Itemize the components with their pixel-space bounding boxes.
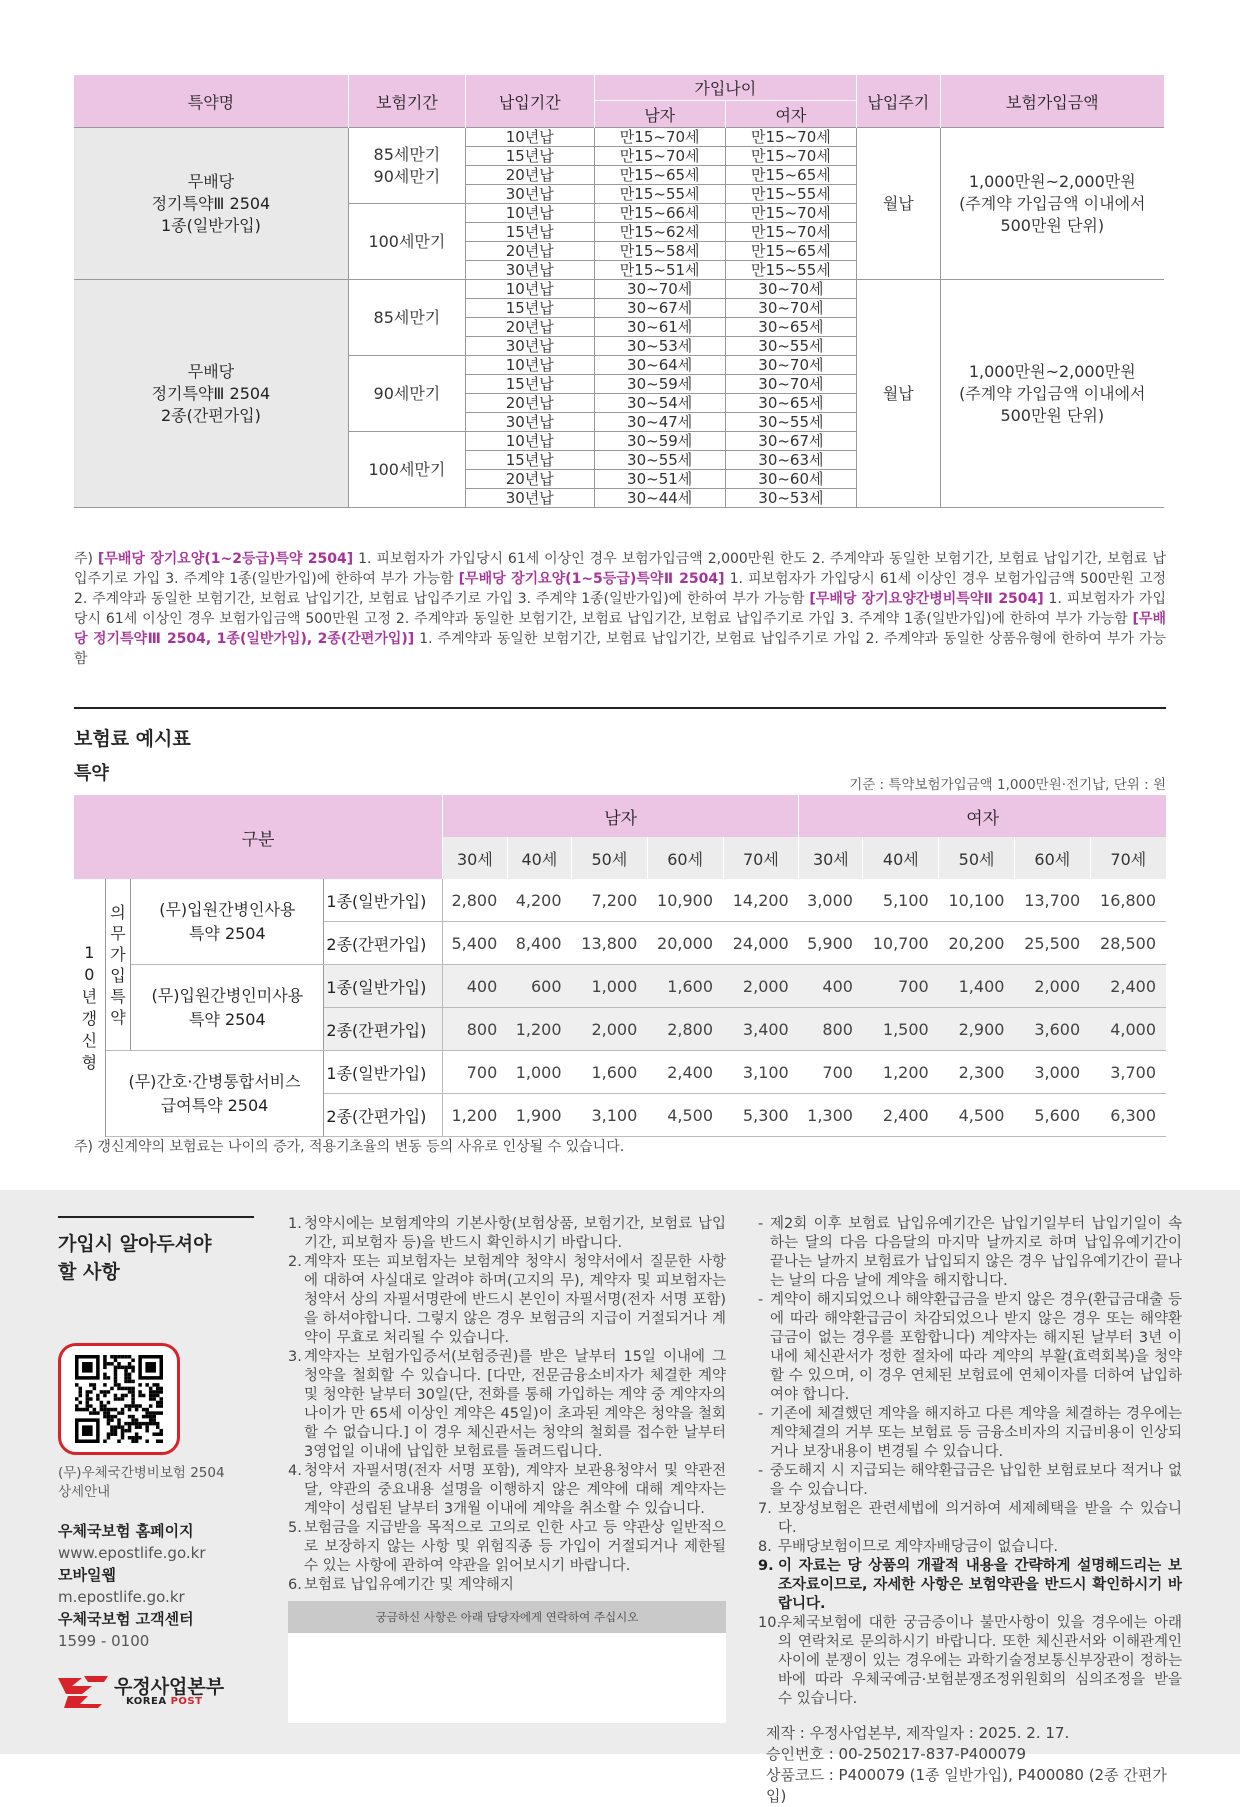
premium-value: 2,400 (647, 1051, 723, 1094)
premium-value: 24,000 (723, 922, 799, 965)
pay-period: 15년납 (465, 375, 594, 394)
mobile-link[interactable]: m.epostlife.go.kr (58, 1588, 185, 1606)
female-age-range: 30~53세 (725, 489, 856, 508)
female-age-range: 30~67세 (725, 432, 856, 451)
pay-period: 30년납 (465, 489, 594, 508)
special-text: 특약 (110, 986, 126, 1027)
notice-number: 6. (288, 1577, 302, 1593)
premium-value: 1,200 (863, 1051, 939, 1094)
notice-number: 1. (288, 1216, 302, 1232)
product-name (105, 1051, 324, 1137)
female-age-range: 30~70세 (725, 375, 856, 394)
header-cycle: 납입주기 (857, 75, 941, 128)
rider-name-line: 2종(간편가입) (160, 405, 261, 425)
premium-value: 1,600 (572, 1051, 648, 1094)
mobile-label: 모바일웹 (58, 1566, 116, 1584)
pay-period: 10년납 (465, 128, 594, 147)
header-female: 여자 (799, 795, 1166, 837)
product-name-line: 급여특약 2504 (160, 1095, 269, 1115)
rider-eligibility-table (74, 75, 1164, 508)
premium-value: 4,500 (939, 1094, 1015, 1137)
premium-value: 2,900 (939, 1008, 1015, 1051)
header-male: 남자 (594, 101, 725, 128)
premium-value: 800 (443, 1008, 508, 1051)
notice-number: 9. (758, 1558, 774, 1574)
notice-item (758, 1538, 1182, 1557)
male-age-range: 만15~66세 (594, 204, 725, 223)
notice-list (288, 1215, 726, 1595)
premium-value: 5,100 (863, 879, 939, 922)
notice-text: 중도해지 시 지급되는 해약환급금은 납입한 보험료보다 적거나 없을 수 있습니다. (770, 1463, 1182, 1498)
male-age-range: 만15~55세 (594, 185, 725, 204)
rider-name-line: 정기특약Ⅲ 2504 (151, 383, 271, 403)
premium-value: 20,200 (939, 922, 1015, 965)
notice-item (288, 1215, 726, 1253)
male-age-range: 만15~65세 (594, 166, 725, 185)
customer-center-label: 우체국보험 고객센터 (58, 1610, 194, 1628)
header-period: 보험기간 (348, 75, 465, 128)
premium-value: 2,300 (939, 1051, 1015, 1094)
premium-value: 10,700 (863, 922, 939, 965)
pay-cycle: 월납 (857, 280, 941, 508)
plan-type: 1종(일반가입) (324, 1051, 443, 1094)
age-header: 30세 (443, 837, 508, 879)
notice-item (288, 1348, 726, 1462)
pay-period: 10년납 (465, 280, 594, 299)
notice-number: 7. (758, 1501, 772, 1517)
premium-value: 3,400 (723, 1008, 799, 1051)
pay-period: 30년납 (465, 413, 594, 432)
pay-period: 20년납 (465, 242, 594, 261)
coverage-amount-line: 500만원 단위) (1000, 405, 1105, 425)
notice-text: 보험금을 지급받을 목적으로 고의로 인한 사고 등 약관상 일반적으로 보장하지 않는 사항 및 위험직종 등 가입이 거절되거나 제한될 수 있는 사항에 관하여 약관을 읽어보시기 바랍니다. (304, 1520, 726, 1574)
logo-english-a: KOREA (126, 1696, 171, 1707)
premium-value: 2,000 (1014, 965, 1090, 1008)
coverage-amount-line: 1,000만원~2,000만원 (968, 361, 1136, 381)
product-name-line: (무)입원간병인사용 (159, 899, 296, 919)
customer-center-phone: 1599 - 0100 (58, 1632, 150, 1650)
premium-value: 1,600 (647, 965, 723, 1008)
male-age-range: 30~47세 (594, 413, 725, 432)
premium-value: 800 (799, 1008, 863, 1051)
header-rider-name: 특약명 (74, 75, 348, 128)
male-age-range: 30~59세 (594, 432, 725, 451)
dash-bullet: - (758, 1406, 764, 1422)
premium-value: 700 (799, 1051, 863, 1094)
premium-value: 4,200 (507, 879, 571, 922)
male-age-range: 30~64세 (594, 356, 725, 375)
female-age-range: 30~63세 (725, 451, 856, 470)
qr-code-frame[interactable] (58, 1343, 180, 1455)
insurance-period-line: 90세만기 (373, 166, 441, 186)
age-header: 60세 (647, 837, 723, 879)
premium-value: 10,100 (939, 879, 1015, 922)
premium-value: 2,400 (863, 1094, 939, 1137)
footnote-highlight: [무배당 장기요양(1~5등급)특약Ⅱ 2504] (458, 571, 725, 587)
insurance-period (348, 128, 465, 204)
notice-dash-item (758, 1405, 1182, 1462)
insurance-period-line: 100세만기 (368, 231, 446, 251)
qr-caption (58, 1464, 225, 1502)
notice-number: 5. (288, 1520, 302, 1536)
coverage-amount-line: 500만원 단위) (1000, 215, 1105, 235)
product-name-line: 특약 2504 (188, 923, 266, 943)
contact-list (58, 1520, 206, 1652)
insurance-period (348, 204, 465, 280)
male-age-range: 만15~51세 (594, 261, 725, 280)
female-age-range: 만15~65세 (725, 166, 856, 185)
premium-value: 25,500 (1014, 922, 1090, 965)
male-age-range: 만15~58세 (594, 242, 725, 261)
qr-caption-line: (무)우체국간병비보험 2504 (58, 1465, 225, 1481)
approval-number: 승인번호 : 00-250217-837-P400079 (766, 1745, 1027, 1763)
product-name-line: 특약 2504 (188, 1009, 266, 1029)
product-name (131, 879, 324, 965)
premium-value: 20,000 (647, 922, 723, 965)
premium-value: 3,600 (1014, 1008, 1090, 1051)
female-age-range: 만15~65세 (725, 242, 856, 261)
notice-item (758, 1557, 1182, 1614)
male-age-range: 만15~70세 (594, 128, 725, 147)
premium-value: 3,000 (799, 879, 863, 922)
footer-rule (58, 1216, 254, 1218)
rider-name-line: 무배당 (187, 361, 235, 381)
contact-box-header: 궁금하신 사항은 아래 담당자에게 연락하여 주십시오 (288, 1601, 726, 1633)
logo-english (126, 1696, 202, 1707)
premium-value: 1,400 (939, 965, 1015, 1008)
female-age-range: 만15~70세 (725, 223, 856, 242)
homepage-link[interactable]: www.epostlife.go.kr (58, 1544, 206, 1562)
mandatory-text: 의무가입 (110, 902, 126, 985)
footnote-text: 1. 피보험자가 가입당시 61세 이상인 경우 보험가입금액 500만원 고정 2. 주계약과 동일한 보험기간, 보험료 납입기간, 보험료 납입주기로 가입 3. 주계약 1종(일반가입)에 한하여 부가 가능함 (74, 591, 1166, 627)
insurance-period (348, 432, 465, 508)
premium-value: 2,800 (647, 1008, 723, 1051)
coverage-amount-line: 1,000만원~2,000만원 (968, 171, 1136, 191)
notice-dash-list (758, 1215, 1182, 1500)
rider-name-line: 정기특약Ⅲ 2504 (151, 193, 271, 213)
plan-type: 1종(일반가입) (324, 965, 443, 1008)
premium-table (74, 795, 1166, 1137)
female-age-range: 만15~70세 (725, 128, 856, 147)
notice-column-right (758, 1215, 1182, 1807)
premium-value: 3,000 (1014, 1051, 1090, 1094)
notice-text: 이 자료는 당 상품의 개괄적 내용을 간략하게 설명해드리는 보조자료이므로, 자세한 사항은 보험약관을 반드시 확인하시기 바랍니다. (778, 1558, 1182, 1612)
notice-item (288, 1519, 726, 1576)
premium-value: 1,000 (572, 965, 648, 1008)
footnote-highlight: [무배당 장기요양간병비특약Ⅱ 2504] (809, 591, 1044, 607)
production-info (766, 1723, 1182, 1807)
homepage-label: 우체국보험 홈페이지 (58, 1522, 194, 1540)
notice-text: 계약자는 보험가입증서(보험증권)를 받은 날부터 15일 이내에 그 청약을 철회할 수 있습니다. [다만, 전문금융소비자가 체결한 계약 및 청약한 날부터 30일(단, 전화를 통해 가입하는 계약 중 계약자의 나이가 만 65세 이상인 계약은 45일)이 초과된 계약은 청약을 철회할 수 없습니다.] 이 경우 체신관서는 청약의 철회를 접수한 날부터 3영업일 이내에 납입한 보험료를 돌려드립니다. (304, 1349, 726, 1460)
female-age-range: 30~70세 (725, 299, 856, 318)
pay-period: 20년납 (465, 166, 594, 185)
notice-number: 10. (758, 1615, 782, 1631)
notice-heading-line: 가입시 알아두셔야 (58, 1233, 212, 1255)
rider-footnote (74, 549, 1166, 669)
male-age-range: 30~61세 (594, 318, 725, 337)
pay-period: 20년납 (465, 470, 594, 489)
renewal-type-text: 10년갱신형 (81, 942, 98, 1072)
premium-value: 1,200 (443, 1094, 508, 1137)
female-age-range: 만15~55세 (725, 185, 856, 204)
plan-type: 1종(일반가입) (324, 879, 443, 922)
plan-type: 2종(간편가입) (324, 922, 443, 965)
coverage-amount-line: (주계약 가입금액 이내에서 (959, 193, 1146, 213)
premium-row (74, 1051, 1166, 1094)
premium-value: 3,100 (723, 1051, 799, 1094)
male-age-range: 만15~62세 (594, 223, 725, 242)
premium-value: 1,500 (863, 1008, 939, 1051)
premium-value: 1,300 (799, 1094, 863, 1137)
premium-value: 1,000 (507, 1051, 571, 1094)
pay-period: 10년납 (465, 356, 594, 375)
pay-period: 30년납 (465, 337, 594, 356)
premium-value: 5,400 (443, 922, 508, 965)
mandatory-label (105, 879, 131, 1051)
premium-value: 2,400 (1090, 965, 1166, 1008)
qr-code-icon (75, 1355, 163, 1443)
section-divider (74, 707, 1166, 709)
dash-bullet: - (758, 1292, 764, 1308)
pay-period: 20년납 (465, 394, 594, 413)
premium-title: 보험료 예시표 (74, 728, 191, 750)
notice-text: 청약서 자필서명(전자 서명 포함), 계약자 보관용청약서 및 약관전달, 약관의 중요내용 설명을 이행하지 않은 계약에 대해 계약자는 계약이 성립된 날부터 3개월 이내에 계약을 취소할 수 있습니다. (304, 1463, 726, 1517)
age-header: 50세 (572, 837, 648, 879)
premium-value: 6,300 (1090, 1094, 1166, 1137)
premium-value: 16,800 (1090, 879, 1166, 922)
male-age-range: 30~67세 (594, 299, 725, 318)
premium-footnote: 주) 갱신계약의 보험료는 나이의 증가, 적용기초율의 변동 등의 사유로 인상될 수 있습니다. (74, 1139, 625, 1155)
female-age-range: 30~70세 (725, 280, 856, 299)
notice-dash-item (758, 1215, 1182, 1291)
rider-row (74, 128, 1164, 147)
insurance-period-line: 85세만기 (373, 307, 441, 327)
insurance-period-line: 90세만기 (373, 383, 441, 403)
male-age-range: 30~53세 (594, 337, 725, 356)
premium-value: 2,000 (723, 965, 799, 1008)
male-age-range: 30~55세 (594, 451, 725, 470)
korea-post-emblem-icon (58, 1674, 110, 1708)
premium-value: 10,900 (647, 879, 723, 922)
notice-dash-item (758, 1462, 1182, 1500)
premium-value: 1,200 (507, 1008, 571, 1051)
product-code: 상품코드 : P400079 (1종 일반가입), P400080 (2종 간편가입) (766, 1766, 1167, 1805)
plan-type: 2종(간편가입) (324, 1008, 443, 1051)
header-amount: 보험가입금액 (940, 75, 1164, 128)
dash-bullet: - (758, 1463, 764, 1479)
header-age: 가입나이 (594, 75, 856, 101)
notice-text: 보험료 납입유예기간 및 계약해지 (304, 1577, 514, 1593)
premium-value: 700 (863, 965, 939, 1008)
pay-period: 15년납 (465, 223, 594, 242)
pay-period: 30년납 (465, 185, 594, 204)
logo-english-b: POST (170, 1696, 203, 1707)
footnote-text: 1. 피보험자가 가입당시 61세 이상인 경우 보험가입금액 500만원 고정 2. 주계약과 동일한 보험기간, 보험료 납입기간, 보험료 납입주기로 가입 3. 주계약 1종(일반가입)에 한하여 부가 가능함 (74, 571, 1166, 607)
age-header: 70세 (1090, 837, 1166, 879)
premium-value: 7,200 (572, 879, 648, 922)
insurance-period-line: 85세만기 (373, 144, 441, 164)
notice-item (288, 1462, 726, 1519)
female-age-range: 30~55세 (725, 413, 856, 432)
premium-value: 2,800 (443, 879, 508, 922)
premium-value: 400 (443, 965, 508, 1008)
male-age-range: 30~54세 (594, 394, 725, 413)
male-age-range: 30~44세 (594, 489, 725, 508)
pay-cycle: 월납 (857, 128, 941, 280)
female-age-range: 만15~55세 (725, 261, 856, 280)
notice-text: 계약자 또는 피보험자는 보험계약 청약시 청약서에서 질문한 사항에 대하여 사실대로 알려야 하며(고지의 무), 계약자 및 피보험자는 청약서 상의 자필서명란에 반드시 본인이 자필서명(전자 서명 포함)을 하셔야합니다. 그렇지 않은 경우 보험금의 지급이 거절되거나 계약이 무효로 처리될 수 있습니다. (304, 1254, 726, 1346)
premium-row (74, 965, 1166, 1008)
notice-footer (0, 1190, 1240, 1805)
pay-period: 30년납 (465, 261, 594, 280)
coverage-amount-line: (주계약 가입금액 이내에서 (959, 383, 1146, 403)
renewal-type-label (74, 879, 105, 1137)
premium-value: 3,100 (572, 1094, 648, 1137)
product-name-line: (무)입원간병인미사용 (151, 985, 304, 1005)
notice-dash-item (758, 1291, 1182, 1405)
pay-period: 15년납 (465, 451, 594, 470)
premium-value: 28,500 (1090, 922, 1166, 965)
rider-table-body (74, 128, 1164, 508)
contact-box (288, 1601, 726, 1723)
plan-type: 2종(간편가입) (324, 1094, 443, 1137)
notice-number: 2. (288, 1254, 302, 1270)
female-age-range: 30~60세 (725, 470, 856, 489)
age-header: 40세 (507, 837, 571, 879)
notice-text: 청약시에는 보험계약의 기본사항(보험상품, 보험기간, 보험료 납입기간, 피보험자 등)을 반드시 확인하시기 바랍니다. (304, 1216, 726, 1251)
pay-period: 15년납 (465, 299, 594, 318)
age-header: 60세 (1014, 837, 1090, 879)
header-pay-period: 납입기간 (465, 75, 594, 128)
notice-text: 기존에 체결했던 계약을 해지하고 다른 계약을 체결하는 경우에는 계약체결의 거부 또는 보험료 등 금융소비자의 지급비용이 인상되거나 보장내용이 변경될 수 있습니다. (770, 1406, 1182, 1460)
qr-caption-line: 상세안내 (58, 1484, 111, 1500)
premium-row (74, 879, 1166, 922)
notice-text: 우체국보험에 대한 궁금증이나 불만사항이 있을 경우에는 아래의 연락처로 문의하시기 바랍니다. 또한 체신관서와 이해관계인 사이에 분쟁이 있는 경우에는 과학기술정보통신부장관이 정하는 바에 따라 우체국예금·보험분쟁조정위원회의 심의조정을 받을 수 있습니다. (778, 1615, 1182, 1707)
coverage-amount (940, 128, 1164, 280)
logo-korean: 우정사업본부 (114, 1676, 225, 1698)
dash-bullet: - (758, 1216, 764, 1232)
age-header: 70세 (723, 837, 799, 879)
male-age-range: 30~51세 (594, 470, 725, 489)
header-male: 남자 (443, 795, 799, 837)
premium-value: 5,300 (723, 1094, 799, 1137)
production-line: 제작 : 우정사업본부, 제작일자 : 2025. 2. 17. (766, 1724, 1070, 1742)
notice-number: 3. (288, 1349, 302, 1365)
insurance-period-line: 100세만기 (368, 459, 446, 479)
premium-table-body (74, 879, 1166, 1137)
premium-subtitle: 특약 (74, 763, 109, 784)
rider-name (74, 128, 348, 280)
premium-value: 14,200 (723, 879, 799, 922)
notice-text: 보장성보험은 관련세법에 의거하여 세제혜택을 받을 수 있습니다. (778, 1501, 1182, 1536)
premium-value: 5,900 (799, 922, 863, 965)
premium-value: 2,000 (572, 1008, 648, 1051)
male-age-range: 30~59세 (594, 375, 725, 394)
premium-value: 13,700 (1014, 879, 1090, 922)
age-header: 30세 (799, 837, 863, 879)
female-age-range: 30~70세 (725, 356, 856, 375)
rider-row (74, 280, 1164, 299)
pay-period: 10년납 (465, 432, 594, 451)
premium-basis: 기준 : 특약보험가입금액 1,000만원·전기납, 단위 : 원 (849, 777, 1166, 793)
premium-value: 700 (443, 1051, 508, 1094)
female-age-range: 만15~70세 (725, 147, 856, 166)
rider-name-line: 1종(일반가입) (160, 215, 261, 235)
notice-heading (58, 1230, 211, 1286)
rider-name (74, 280, 348, 508)
premium-value: 4,000 (1090, 1008, 1166, 1051)
footnote-highlight: [무배당 장기요양(1~2등급)특약 2504] (97, 551, 354, 567)
pay-period: 15년납 (465, 147, 594, 166)
product-name-line: (무)간호·간병통합서비스 (128, 1071, 301, 1091)
coverage-amount (940, 280, 1164, 508)
footnote-highlight: [무배당 정기특약Ⅲ 2504, 1종(일반가입), 2종(간편가입)] (74, 611, 1166, 647)
age-header: 50세 (939, 837, 1015, 879)
footnote-text: 1. 주계약과 동일한 보험기간, 보험료 납입기간, 보험료 납입주기로 가입 2. 주계약과 동일한 상품유형에 한하여 부가 가능함 (74, 631, 1166, 667)
notice-text: 무배당보험이므로 계약자배당금이 없습니다. (778, 1539, 1058, 1555)
notice-number: 4. (288, 1463, 302, 1479)
header-female: 여자 (725, 101, 856, 128)
female-age-range: 30~65세 (725, 394, 856, 413)
footnote-prefix: 주) (74, 551, 98, 567)
premium-value: 600 (507, 965, 571, 1008)
notice-text: 제2회 이후 보험료 납입유예기간은 납입기일부터 납입기일이 속하는 달의 다음 다음달의 마지막 날까지로 하며 납입유예기간이 끝나는 날까지 보험료가 납입되지 않은 경우 납입유예기간이 끝나는 날의 다음 날에 계약을 해지합니다. (770, 1216, 1182, 1289)
premium-value: 8,400 (507, 922, 571, 965)
notice-item (758, 1614, 1182, 1709)
premium-value: 3,700 (1090, 1051, 1166, 1094)
premium-value: 1,900 (507, 1094, 571, 1137)
korea-post-logo (58, 1674, 225, 1712)
header-category: 구분 (74, 795, 443, 879)
footnote-text: 1. 피보험자가 가입당시 61세 이상인 경우 보험가입금액 2,000만원 한도 2. 주계약과 동일한 보험기간, 보험료 납입기간, 보험료 납입주기로 가입 3. 주계약 1종(일반가입)에 한하여 부가 가능함 (74, 551, 1166, 587)
female-age-range: 30~65세 (725, 318, 856, 337)
notice-number: 8. (758, 1539, 772, 1555)
notice-text: 계약이 해지되었으나 해약환급금을 받지 않은 경우(환급금대출 등에 따라 해약환급금이 차감되었으나 받지 않은 경우 또는 해약환급금이 없는 경우를 포함합니다) 계약자는 해지된 날부터 3년 이내에 체신관서가 정한 절차에 따라 계약의 부활(효력회복)을 청약할 수 있으며, 이 경우 연체된 보험료에 연체이자를 더하여 납입하여야 합니다. (770, 1292, 1182, 1403)
age-header: 40세 (863, 837, 939, 879)
notice-item (288, 1576, 726, 1595)
notice-item (288, 1253, 726, 1348)
male-age-range: 30~70세 (594, 280, 725, 299)
premium-value: 400 (799, 965, 863, 1008)
notice-heading-line: 할 사항 (58, 1261, 120, 1283)
premium-value: 4,500 (647, 1094, 723, 1137)
product-name (131, 965, 324, 1051)
insurance-period (348, 356, 465, 432)
pay-period: 10년납 (465, 204, 594, 223)
premium-value: 5,600 (1014, 1094, 1090, 1137)
notice-item (758, 1500, 1182, 1538)
rider-name-line: 무배당 (187, 171, 235, 191)
female-age-range: 만15~70세 (725, 204, 856, 223)
male-age-range: 만15~70세 (594, 147, 725, 166)
female-age-range: 30~55세 (725, 337, 856, 356)
notice-column-middle (288, 1215, 726, 1595)
notice-numbered-list (758, 1500, 1182, 1709)
pay-period: 20년납 (465, 318, 594, 337)
insurance-period (348, 280, 465, 356)
premium-value: 13,800 (572, 922, 648, 965)
